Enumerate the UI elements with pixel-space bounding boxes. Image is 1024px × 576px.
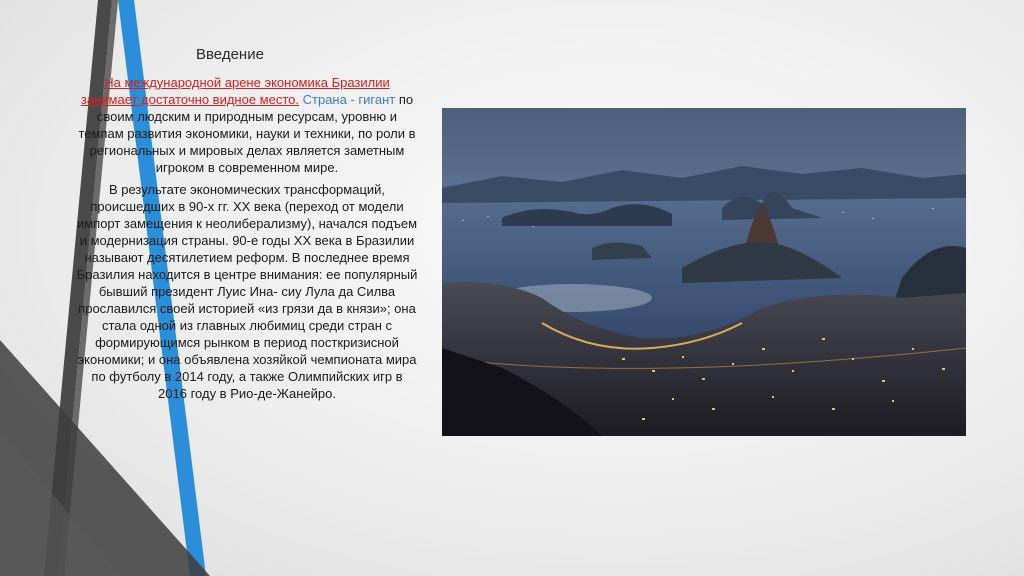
slide-title: Введение [196, 46, 264, 63]
highlight-blue: Страна - гигант [302, 92, 396, 107]
paragraph-main: В результате экономических трансформаций, происшедших в 90-х гг. XX века (переход от модели импорт замещения к неолиберализму), начался подъем и модернизация страны. 90-е годы XX века в Бразилии называют десятилетием реформ. В последнее время Бразилия находится в центре внимания: ее популярный бывший президент Луис Ина- сиу Лула да Силва прославился своей историей «из грязи да в князи»; она стала одной из главных любимиц среди стран с формирующимся рынком в период посткризисной экономики; и она объявлена хозяйкой чемпионата мира по футболу в 2014 году, а также Олимпийских игр в 2016 году в Рио-де-Жанейро. [76, 182, 418, 401]
paragraph-intro-rest: по своим людским и природным ресурсам, уровню и темпам развития экономики, науки и техники, по роли в региональных и мировых делах является заметным игроком в современном мире. [78, 92, 416, 175]
body-text [76, 74, 418, 407]
highlight-red: На международной арене экономика Бразилии занимает достаточно видное место. [80, 75, 390, 107]
rio-de-janeiro-photo [442, 108, 966, 436]
paragraph-intro [76, 74, 418, 176]
